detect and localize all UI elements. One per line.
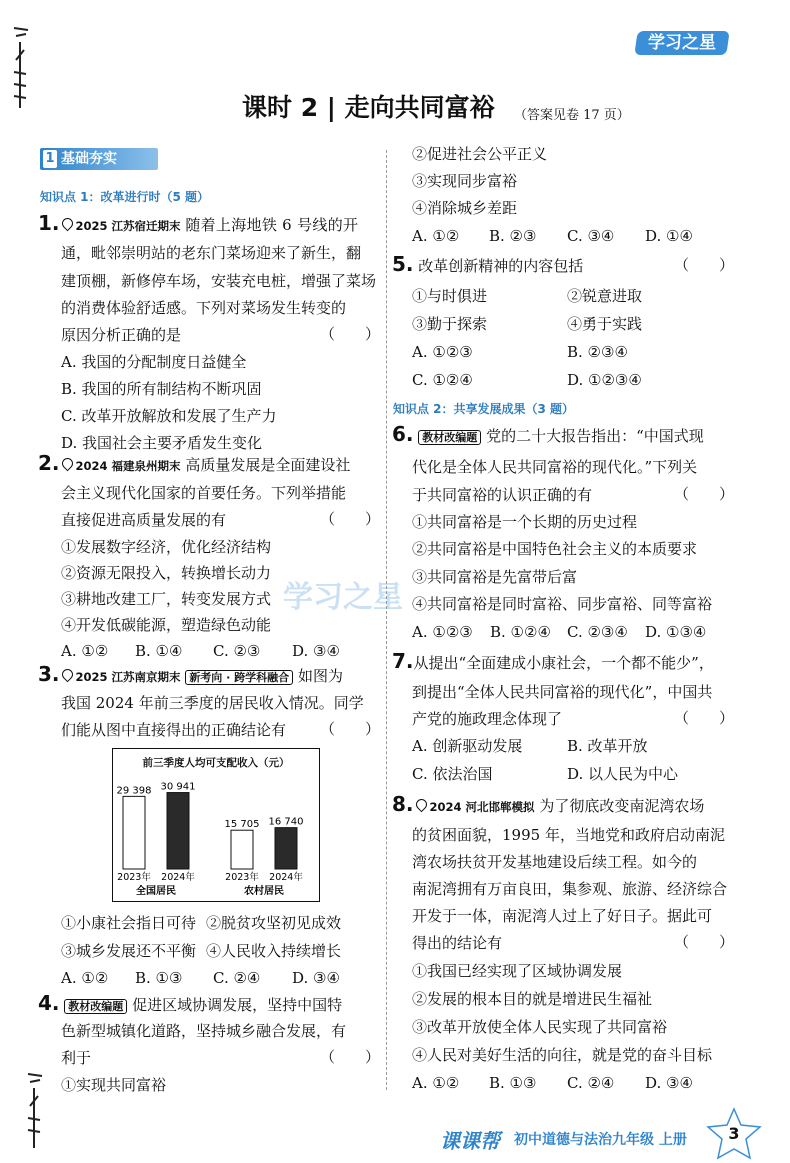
question-8-statement-2: ②发展的根本目的就是增进民生福祉	[412, 990, 653, 1008]
question-1-line-2: 通，毗邻崇明站的老东门菜场迎来了新生，翻	[61, 244, 362, 262]
question-2-line-1	[38, 453, 350, 476]
question-8-line-1	[392, 794, 704, 817]
question-8-answer-blank: （ ）	[674, 933, 735, 951]
question-8-source: 2024 河北邯郸模拟	[429, 800, 535, 814]
question-6-answer-blank: （ ）	[674, 485, 735, 503]
question-2-statement-2: ②资源无限投入，转换增长动力	[61, 564, 272, 582]
footer-book-title: 初中道德与法治九年级 上册	[514, 1132, 687, 1148]
side-brand-bottom	[22, 1068, 48, 1153]
question-3-statement-1: ①小康社会指日可待	[61, 914, 197, 932]
question-3-source: 2025 江苏南京期末	[75, 670, 181, 684]
side-brand-top	[6, 20, 36, 115]
question-4-statement-4: ④消除城乡差距	[412, 199, 518, 217]
question-1-line-1	[38, 213, 358, 236]
chart-group-label: 农村居民	[244, 886, 284, 897]
question-5-option-c: C. ①②④	[412, 371, 473, 389]
question-3-line-2: 我国 2024 年前三季度的居民收入情况。同学	[61, 694, 364, 712]
question-6-text-1: 党的二十大报告指出：“中国式现	[486, 427, 704, 445]
answer-reference: （答案见卷 17 页）	[514, 108, 630, 123]
question-2-statement-3: ③耕地改建工厂，转变发展方式	[61, 590, 272, 608]
location-pin-icon	[59, 216, 75, 232]
section-number: 1	[43, 150, 57, 168]
footer-brand: 课课帮	[440, 1129, 500, 1153]
chart-bar	[231, 830, 253, 869]
question-8-line-3: 湾农场扶贫开发基地建设后续工程。如今的	[412, 853, 698, 871]
question-7-line-1	[392, 651, 714, 673]
question-1-answer-blank: （ ）	[320, 325, 381, 343]
question-4-tag: 教材改编题	[64, 999, 127, 1014]
question-1-line-5: 原因分析正确的是	[61, 326, 182, 344]
question-2-number: 2.	[38, 451, 60, 475]
chart-data-label: 16 740	[268, 816, 304, 828]
brand-badge-text: 学习之星	[648, 33, 716, 53]
question-1-source: 2025 江苏宿迁期末	[75, 219, 181, 233]
question-2-option-a: A. ①②	[61, 642, 109, 660]
question-4-option-c: C. ③④	[567, 227, 615, 245]
question-8-option-c: C. ②④	[567, 1074, 615, 1092]
question-1-option-b: B. 我国的所有制结构不断巩固	[61, 380, 262, 398]
question-5-option-a: A. ①②③	[412, 343, 473, 361]
column-divider	[386, 150, 387, 1090]
side-brand-bottom-logo	[22, 1068, 48, 1153]
question-3-tag: 新考向 · 跨学科融合	[185, 670, 293, 685]
question-2-answer-blank: （ ）	[320, 510, 381, 528]
question-4-number: 4.	[38, 991, 60, 1015]
question-4-answer-blank: （ ）	[320, 1048, 381, 1066]
question-8-line-5: 开发于一体，南泥湾人过上了好日子。据此可	[412, 907, 713, 925]
question-4-line-2: 色新型城镇化道路，坚持城乡融合发展，有	[61, 1022, 347, 1040]
chart-bar	[275, 828, 297, 869]
chart-tick-label: 2023年	[117, 872, 151, 883]
question-8-line-2: 的贫困面貌，1995 年，当地党和政府启动南泥	[412, 826, 725, 844]
question-2-statement-4: ④开发低碳能源，塑造绿色动能	[61, 616, 272, 634]
question-7-option-c: C. 依法治国	[412, 765, 493, 783]
question-6-number: 6.	[392, 422, 414, 446]
question-8-statement-3: ③改革开放使全体人民实现了共同富裕	[412, 1018, 668, 1036]
question-1-option-a: A. 我国的分配制度日益健全	[61, 353, 247, 371]
question-5-answer-blank: （ ）	[674, 256, 735, 274]
chart-bar	[123, 796, 145, 869]
page-title: 课时 2 | 走向共同富裕	[242, 93, 495, 122]
watermark: 学习之星	[283, 580, 403, 615]
question-5-statement-2: ②锐意进取	[567, 287, 643, 305]
question-2-statement-1: ①发展数字经济，优化经济结构	[61, 538, 272, 556]
question-3-option-a: A. ①②	[61, 969, 109, 987]
question-5-statement-4: ④勇于实践	[567, 315, 643, 333]
question-6-statement-3: ③共同富裕是先富带后富	[412, 568, 578, 586]
question-6-statement-4: ④共同富裕是同时富裕、同步富裕、同等富裕	[412, 595, 713, 613]
income-chart	[112, 748, 320, 902]
side-brand-logo	[6, 20, 36, 115]
question-3-answer-blank: （ ）	[320, 720, 381, 738]
question-3-number: 3.	[38, 662, 60, 686]
question-7-number: 7.	[392, 649, 414, 673]
question-6-tag: 教材改编题	[418, 430, 481, 445]
question-1-option-c: C. 改革开放解放和发展了生产力	[61, 407, 277, 425]
question-8-number: 8.	[392, 792, 414, 816]
chart-group-label: 全国居民	[136, 886, 176, 897]
question-4-line-1	[38, 993, 342, 1017]
question-3-statement-3: ③城乡发展还不平衡	[61, 942, 197, 960]
question-5-option-b: B. ②③④	[567, 343, 628, 361]
question-8-option-a: A. ①②	[412, 1074, 460, 1092]
question-8-statement-4: ④人民对美好生活的向往，就是党的奋斗目标	[412, 1046, 713, 1064]
chart-data-label: 30 941	[160, 781, 196, 793]
question-7-line-3: 产党的施政理念体现了	[412, 710, 563, 728]
location-pin-icon	[59, 667, 75, 683]
question-1-text-1: 随着上海地铁 6 号线的开	[185, 216, 359, 234]
question-7-answer-blank: （ ）	[674, 709, 735, 727]
question-6-line-1	[392, 424, 704, 448]
question-6-option-c: C. ②③④	[567, 623, 628, 641]
question-2-line-2: 会主义现代化国家的首要任务。下列举措能	[61, 484, 347, 502]
question-6-option-d: D. ①③④	[645, 623, 707, 641]
chart-tick-label: 2024年	[269, 872, 303, 883]
question-8-option-d: D. ③④	[645, 1074, 693, 1092]
question-6-line-3: 于共同富裕的认识正确的有	[412, 486, 593, 504]
chart-data-label: 29 398	[116, 785, 152, 797]
question-8-line-4: 南泥湾拥有万亩良田，集参观、旅游、经济综合	[412, 880, 728, 898]
location-pin-icon	[59, 456, 75, 472]
question-6-statement-2: ②共同富裕是中国特色社会主义的本质要求	[412, 540, 698, 558]
question-1-number: 1.	[38, 211, 60, 235]
question-7-option-b: B. 改革开放	[567, 737, 648, 755]
question-1-line-3: 建顶棚，新修停车场，安装充电桩，增强了菜场	[61, 272, 377, 290]
question-4-statement-1: ①实现共同富裕	[61, 1076, 167, 1094]
question-3-line-3: 们能从图中直接得出的正确结论有	[61, 721, 287, 739]
location-pin-icon	[413, 797, 429, 813]
knowledge-point-1: 知识点 1：改革进行时（5 题）	[40, 190, 210, 204]
question-4-option-b: B. ②③	[489, 227, 537, 245]
question-3-option-d: D. ③④	[292, 969, 340, 987]
question-6-line-2: 代化是全体人民共同富裕的现代化。”下列关	[412, 458, 698, 476]
chart-plot	[113, 749, 319, 901]
question-5-number: 5.	[392, 252, 414, 276]
question-2-source: 2024 福建泉州期末	[75, 459, 181, 473]
chart-tick-label: 2024年	[161, 872, 195, 883]
chart-tick-label: 2023年	[225, 872, 259, 883]
question-7-option-a: A. 创新驱动发展	[412, 737, 523, 755]
question-4-line-3: 利于	[61, 1049, 92, 1067]
chart-data-label: 15 705	[224, 819, 260, 831]
question-5-statement-3: ③勤于探索	[412, 315, 488, 333]
question-6-option-a: A. ①②③	[412, 623, 473, 641]
chart-bar	[167, 793, 189, 869]
question-2-option-b: B. ①④	[135, 642, 183, 660]
question-8-option-b: B. ①③	[489, 1074, 537, 1092]
question-2-line-3: 直接促进高质量发展的有	[61, 511, 227, 529]
question-8-text-1: 为了彻底改变南泥湾农场	[539, 797, 705, 815]
question-4-statement-2: ②促进社会公平正义	[412, 145, 548, 163]
question-4-option-a: A. ①②	[412, 227, 460, 245]
question-5-line-1	[392, 254, 583, 276]
question-7-text-1: 从提出“全面建成小康社会，一个都不能少”，	[413, 654, 714, 672]
question-7-line-2: 到提出“全体人民共同富裕的现代化”，中国共	[412, 683, 713, 701]
page-number: 3	[728, 1124, 740, 1143]
question-5-statement-1: ①与时俱进	[412, 287, 488, 305]
question-3-statement-4: ④人民收入持续增长	[206, 942, 342, 960]
question-1-option-d: D. 我国社会主要矛盾发生变化	[61, 434, 263, 452]
question-3-text-1: 如图为	[297, 667, 343, 685]
question-5-text-1: 改革创新精神的内容包括	[418, 257, 584, 275]
section-label: 基础夯实	[61, 151, 117, 167]
question-3-statement-2: ②脱贫攻坚初见成效	[206, 914, 342, 932]
question-7-option-d: D. 以人民为中心	[567, 765, 679, 783]
question-4-text-1: 促进区域协调发展，坚持中国特	[132, 996, 343, 1014]
chart-title: 前三季度人均可支配收入（元）	[142, 757, 290, 769]
question-4-statement-3: ③实现同步富裕	[412, 172, 518, 190]
question-6-statement-1: ①共同富裕是一个长期的历史过程	[412, 513, 638, 531]
question-2-option-c: C. ②③	[213, 642, 261, 660]
question-1-line-4: 的消费体验舒适感。下列对菜场发生转变的	[61, 299, 347, 317]
knowledge-point-2: 知识点 2：共享发展成果（3 题）	[393, 402, 575, 416]
question-8-line-6: 得出的结论有	[412, 934, 503, 952]
question-6-option-b: B. ①②④	[490, 623, 551, 641]
question-4-option-d: D. ①④	[645, 227, 693, 245]
question-3-option-b: B. ①③	[135, 969, 183, 987]
question-3-option-c: C. ②④	[213, 969, 261, 987]
question-2-option-d: D. ③④	[292, 642, 340, 660]
question-8-statement-1: ①我国已经实现了区域协调发展	[412, 962, 623, 980]
question-2-text-1: 高质量发展是全面建设社	[185, 456, 351, 474]
question-3-line-1	[38, 664, 343, 688]
question-5-option-d: D. ①②③④	[567, 371, 642, 389]
